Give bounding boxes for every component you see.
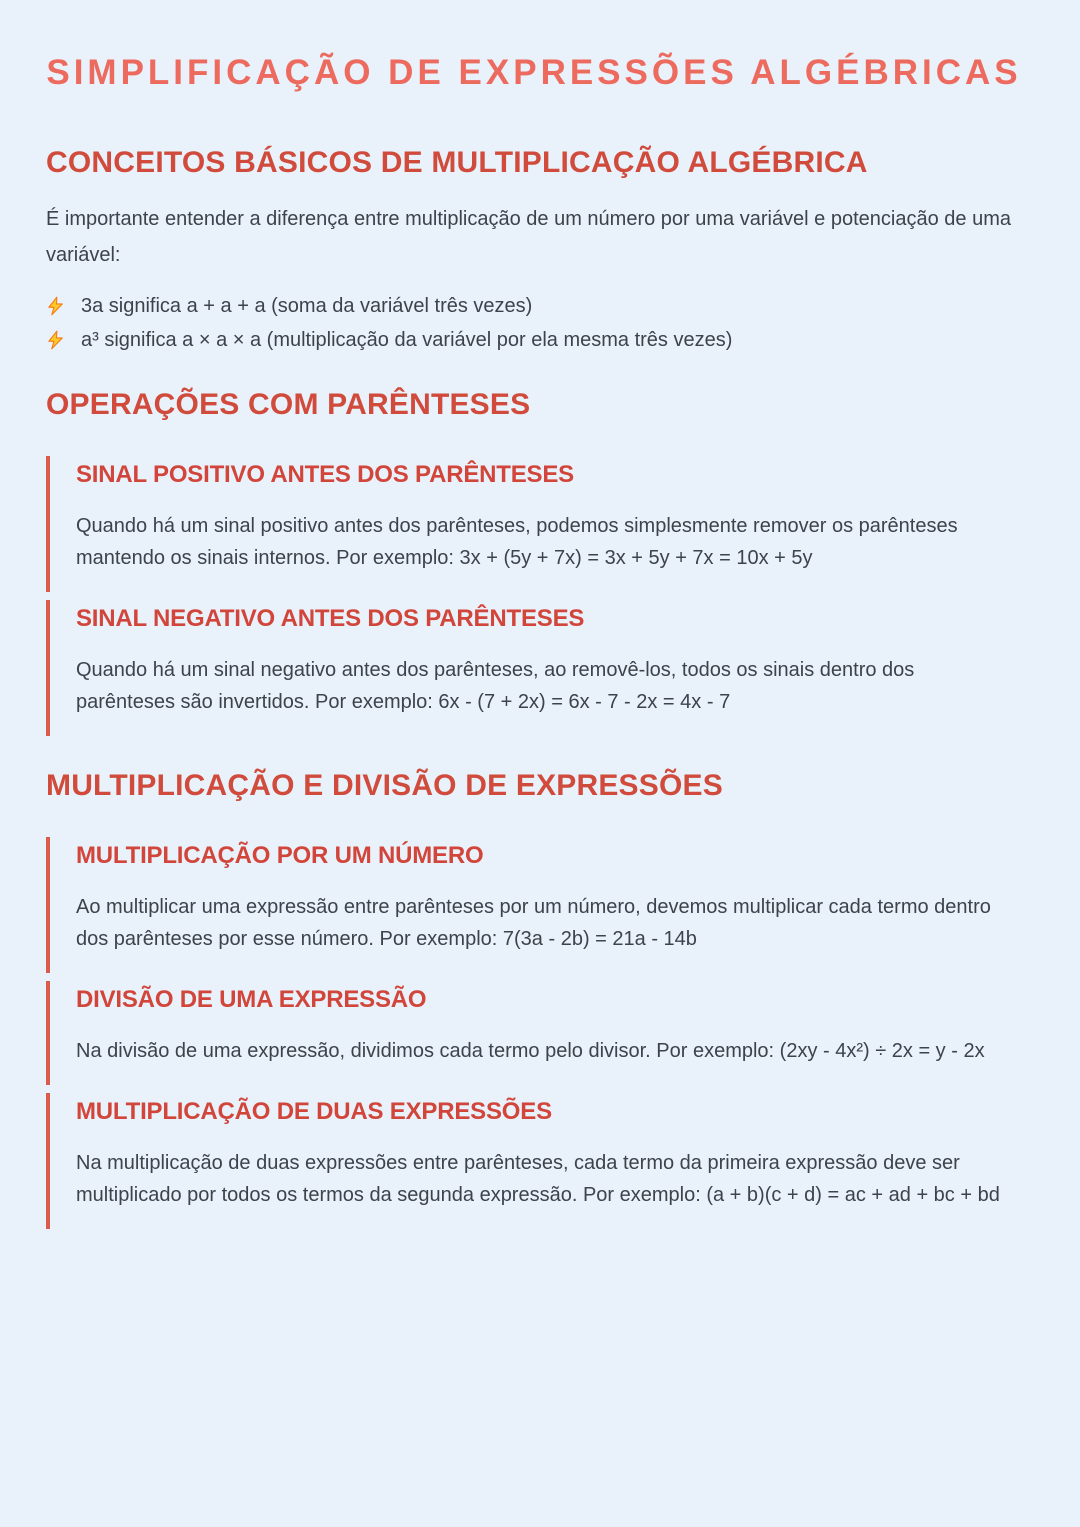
lightning-bolt-icon	[46, 329, 66, 351]
subsection-sinal-positivo	[46, 456, 1022, 592]
lightning-bolt-icon	[46, 295, 66, 317]
list-item	[46, 289, 1022, 323]
subsection-body: Quando há um sinal positivo antes dos parênteses, podemos simplesmente remover os parênteses mantendo os sinais internos. Por exemplo: 3x + (5y + 7x) = 3x + 5y + 7x = 10x + 5y	[76, 515, 958, 569]
list-item	[46, 323, 1022, 357]
subsection-heading: MULTIPLICAÇÃO DE DUAS EXPRESSÕES	[76, 1098, 552, 1125]
section-multiplicacao-divisao	[46, 768, 1022, 1229]
section-heading: MULTIPLICAÇÃO E DIVISÃO DE EXPRESSÕES	[46, 769, 723, 802]
subsection-body: Na multiplicação de duas expressões entre parênteses, cada termo da primeira expressão deve ser multiplicado por todos os termos da segunda expressão. Por exemplo: (a + b)(c + d) = ac + ad + bc + bd	[76, 1152, 1000, 1206]
subsection-body: Quando há um sinal negativo antes dos parênteses, ao removê-los, todos os sinais dentro dos parênteses são invertidos. Por exemplo: 6x - (7 + 2x) = 6x - 7 - 2x = 4x - 7	[76, 659, 915, 713]
subsection-multiplicacao-numero	[46, 837, 1022, 973]
section-heading: OPERAÇÕES COM PARÊNTESES	[46, 388, 531, 421]
subsection-heading: SINAL NEGATIVO ANTES DOS PARÊNTESES	[76, 605, 585, 632]
bullet-list	[46, 289, 1022, 357]
subsection-heading: MULTIPLICAÇÃO POR UM NÚMERO	[76, 842, 484, 869]
bullet-text: 3a significa a + a + a (soma da variável três vezes)	[81, 295, 533, 317]
section-conceitos-basicos	[46, 145, 1022, 357]
bullet-text: a³ significa a × a × a (multiplicação da variável por ela mesma três vezes)	[81, 329, 733, 351]
subsection-divisao-expressao	[46, 981, 1022, 1085]
section-operacoes-parenteses	[46, 387, 1022, 736]
subsection-heading: SINAL POSITIVO ANTES DOS PARÊNTESES	[76, 461, 574, 488]
subsection-heading: DIVISÃO DE UMA EXPRESSÃO	[76, 986, 427, 1013]
intro-paragraph: É importante entender a diferença entre multiplicação de um número por uma variável e potenciação de uma variável:	[46, 208, 1011, 266]
subsection-multiplicacao-duas-expressoes	[46, 1093, 1022, 1229]
section-heading: CONCEITOS BÁSICOS DE MULTIPLICAÇÃO ALGÉBRICA	[46, 146, 868, 179]
subsection-body: Na divisão de uma expressão, dividimos cada termo pelo divisor. Por exemplo: (2xy - 4x²) ÷ 2x = y - 2x	[76, 1040, 985, 1062]
page-title: SIMPLIFICAÇÃO DE EXPRESSÕES ALGÉBRICAS	[46, 53, 1022, 92]
subsection-body: Ao multiplicar uma expressão entre parênteses por um número, devemos multiplicar cada termo dentro dos parênteses por esse número. Por exemplo: 7(3a - 2b) = 21a - 14b	[76, 896, 991, 950]
subsection-sinal-negativo	[46, 600, 1022, 736]
